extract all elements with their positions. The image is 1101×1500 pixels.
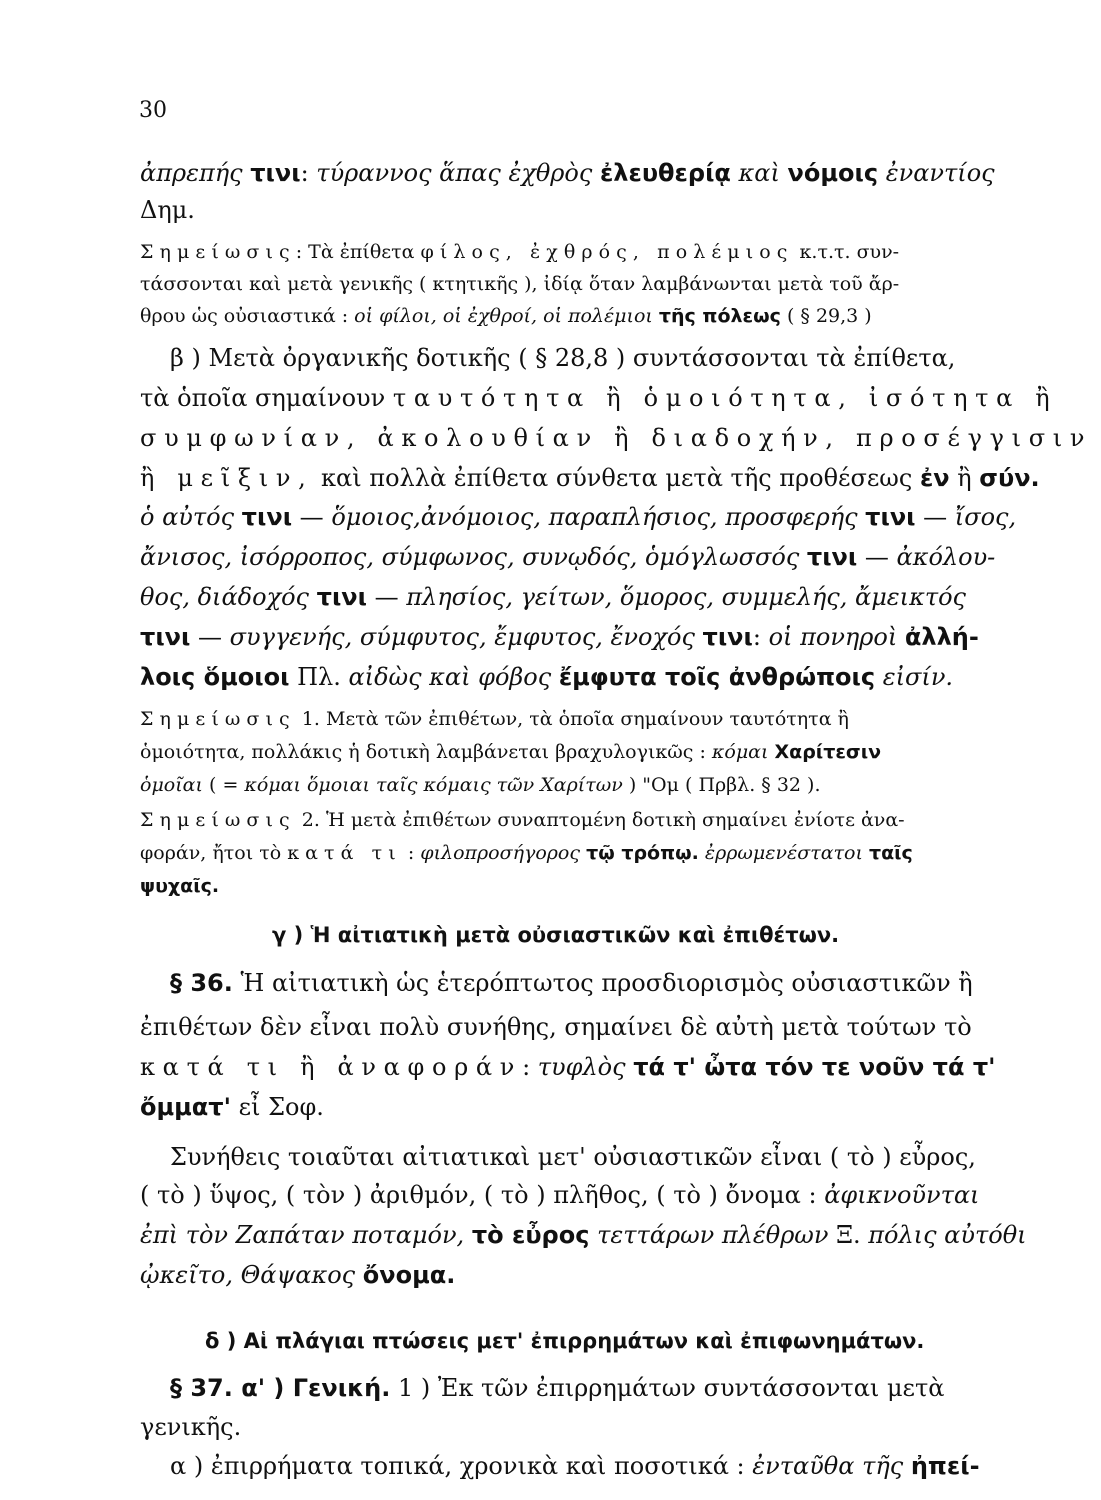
- text-run: Δημ.: [140, 196, 195, 224]
- text-run: ἀλλή-: [904, 623, 979, 651]
- text-run: § 37. α' ) Γενική.: [170, 1374, 391, 1402]
- text-run: :: [401, 842, 421, 864]
- text-run: ἠπεί-: [910, 1452, 980, 1480]
- text-line: [140, 805, 960, 835]
- text-line: [170, 1142, 990, 1172]
- text-run: ὁμοιότητα, πολλάκις ἡ δοτικὴ λαμβάνεται βραχυλογικῶς :: [140, 741, 712, 763]
- text-line: [140, 301, 960, 331]
- text-line: [140, 195, 960, 225]
- text-run: Σημείωσις: [140, 708, 296, 730]
- text-run: τινι: [702, 623, 753, 651]
- text-run: συμφωνίαν, ἀκολουθίαν ἢ διαδοχήν, προσέγγισιν: [140, 424, 1093, 452]
- text-run: κόμαι: [711, 741, 775, 763]
- text-run: ὅμοιος,ἀνόμοιος, παραπλήσιος, προσφερής: [331, 503, 866, 531]
- text-run: : Τὰ ἐπίθετα: [295, 241, 421, 263]
- text-run: τῷ τρόπῳ.: [586, 842, 699, 864]
- text-run: ἄνισος, ἰσόρροπος, σύμφωνος, συνῳδός, ὁμόγλωσσός: [140, 543, 807, 571]
- text-run: εἰσίν.: [875, 663, 954, 691]
- text-run: ( τὸ ) ὕψος, ( τὸν ) ἀριθμόν, ( τὸ ) πλῆθος, ( τὸ ) ὄνομα :: [140, 1181, 825, 1209]
- text-run: τινι: [140, 623, 191, 651]
- text-run: β ) Μετὰ ὀργανικῆς δοτικῆς ( § 28,8 ) συντάσσονται τὰ ἐπίθετα,: [170, 344, 956, 372]
- text-run: ἀφικνοῦνται: [824, 1181, 980, 1209]
- text-line: [140, 1260, 960, 1290]
- text-run: αἰδὼς καὶ φόβος: [348, 663, 559, 691]
- text-run: ταῖς: [868, 842, 913, 864]
- text-run: τινι: [250, 159, 301, 187]
- text-run: α ) ἐπιρρήματα τοπικά, χρονικὰ καὶ ποσοτικά :: [170, 1452, 753, 1480]
- text-run: ἐπὶ τὸν Ζαπάταν ποταμόν,: [140, 1221, 472, 1249]
- text-run: ( =: [202, 774, 245, 796]
- text-run: Πλ.: [289, 663, 349, 691]
- text-line: [140, 1180, 980, 1210]
- text-run: —: [857, 543, 897, 571]
- text-run: ὁ αὐτός: [140, 503, 242, 531]
- text-run: —: [292, 503, 332, 531]
- text-run: κατά τι: [287, 842, 402, 864]
- text-run: τά τ' ὦτα τόν τε νοῦν τά τ': [633, 1053, 996, 1081]
- text-run: :: [752, 623, 769, 651]
- text-run: τινι: [865, 503, 916, 531]
- text-run: τεττάρων πλέθρων: [589, 1221, 829, 1249]
- text-run: καὶ πολλὰ ἐπίθετα σύνθετα μετὰ τῆς προθέσεως: [313, 464, 920, 492]
- text-line: [140, 662, 960, 692]
- text-line: [170, 1373, 990, 1403]
- text-line: [140, 542, 996, 572]
- text-run: νόμοις: [787, 159, 879, 187]
- text-run: ἀπρεπής: [140, 159, 251, 187]
- text-run: :: [300, 159, 317, 187]
- text-run: Χαρίτεσιν: [774, 741, 882, 763]
- text-line: [140, 1220, 1027, 1250]
- text-line: [140, 423, 1093, 453]
- text-run: κόμαι ὅμοιαι ταῖς κόμαις τῶν Χαρίτων: [244, 774, 623, 796]
- text-run: ὁμοῖαι: [140, 774, 203, 796]
- text-line: [140, 838, 960, 868]
- text-line: [140, 1412, 960, 1442]
- text-run: ἢ: [949, 464, 980, 492]
- text-line: [140, 463, 1040, 493]
- text-run: Συνήθεις τοιαῦται αἰτιατικαὶ μετ' οὐσιαστικῶν εἶναι ( τὸ ) εὖρος,: [170, 1143, 976, 1171]
- text-run: Σημείωσις: [140, 809, 296, 831]
- text-line: [170, 968, 990, 998]
- text-run: 1. Μετὰ τῶν ἐπιθέτων, τὰ ὁποῖα σημαίνουν ταυτότητα ἢ: [295, 708, 849, 730]
- text-run: —: [190, 623, 230, 651]
- text-run: φιλοπροσήγορος: [420, 842, 587, 864]
- text-run: τινι: [241, 503, 293, 531]
- text-run: σύν.: [979, 464, 1040, 492]
- text-run: γενικῆς.: [140, 1413, 242, 1441]
- text-run: 2. Ἡ μετὰ ἐπιθέτων συναπτομένη δοτικὴ σημαίνει ἐνίοτε ἀνα-: [295, 809, 905, 831]
- text-run: ψυχαῖς.: [140, 875, 220, 897]
- text-run: ὄμματ': [140, 1093, 231, 1121]
- text-line: [170, 1451, 990, 1481]
- text-run: —: [367, 583, 407, 611]
- text-run: τὰ ὁποῖα σημαίνουν: [140, 384, 393, 412]
- text-run: ἢ μεῖξιν,: [140, 464, 314, 492]
- text-run: τυφλὸς: [537, 1053, 634, 1081]
- text-run: τῆς πόλεως: [658, 305, 781, 327]
- text-line: [272, 920, 1092, 950]
- text-run: § 36.: [170, 969, 233, 997]
- text-run: ἐρρωμενέστατοι: [698, 842, 869, 864]
- text-line: [140, 502, 1017, 532]
- text-run: ἔμφυτα τοῖς ἀνθρώποις: [558, 663, 876, 691]
- text-run: συγγενής, σύμφυτος, ἔμφυτος, ἔνοχός: [229, 623, 703, 651]
- text-run: Σημείωσις: [140, 241, 296, 263]
- text-run: Ἡ αἰτιατικὴ ὡς ἑτερόπτωτος προσδιορισμὸς οὐσιαστικῶν ἢ: [232, 969, 973, 997]
- text-run: οἱ φίλοι, οἱ ἐχθροί, οἱ πολέμιοι: [354, 305, 659, 327]
- text-run: ᾠκεῖτο, Θάψακος: [140, 1261, 363, 1289]
- text-run: ἐπιθέτων δὲν εἶναι πολὺ συνήθης, σημαίνει δὲ αὐτὴ μετὰ τούτων τὸ: [140, 1013, 972, 1041]
- text-line: [140, 237, 960, 267]
- text-run: τὸ εὖρος: [471, 1221, 590, 1249]
- text-run: λοις ὅμοιοι: [140, 663, 290, 691]
- text-run: Ξ.: [828, 1221, 869, 1249]
- text-run: γ ) Ἡ αἰτιατικὴ μετὰ οὐσιαστικῶν καὶ ἐπιθέτων.: [272, 923, 840, 947]
- text-run: ἐνταῦθα τῆς: [752, 1452, 911, 1480]
- text-line: [140, 1012, 972, 1042]
- text-run: τινι: [316, 583, 367, 611]
- text-run: ) "Ομ ( Πρβλ. § 32 ).: [622, 774, 821, 796]
- text-line: [140, 582, 966, 612]
- text-run: θρου ὡς οὐσιαστικά :: [140, 305, 355, 327]
- page-number: 30: [139, 98, 167, 123]
- text-run: ὄνομα.: [362, 1261, 456, 1289]
- text-run: τάσσονται καὶ μετὰ γενικῆς ( κτητικῆς ), ἰδίᾳ ὅταν λαμβάνωνται μετὰ τοῦ ἄρ-: [140, 273, 900, 295]
- text-run: ἴσος,: [954, 503, 1017, 531]
- text-line: [140, 770, 960, 800]
- text-run: καὶ: [730, 159, 788, 187]
- text-run: ἐναντίος: [878, 159, 995, 187]
- text-run: 1 ) Ἐκ τῶν ἐπιρρημάτων συντάσσονται μετὰ: [390, 1374, 945, 1402]
- text-run: φίλος, ἐχθρός, πολέμιος: [420, 241, 794, 263]
- text-run: :: [522, 1053, 538, 1081]
- text-run: τινι: [806, 543, 858, 571]
- text-line: [170, 343, 990, 373]
- text-run: ( § 29,3 ): [780, 305, 872, 327]
- text-run: φοράν, ἤτοι τὸ: [140, 842, 288, 864]
- text-run: —: [915, 503, 955, 531]
- text-run: ἐν: [919, 464, 950, 492]
- text-line: [205, 1326, 1025, 1356]
- text-line: [140, 704, 960, 734]
- text-run: ταυτότητα ἢ ὁμοιότητα, ἰσότητα ἢ: [392, 384, 1058, 412]
- text-run: κ.τ.τ. συν-: [793, 241, 900, 263]
- text-run: οἱ πονηροὶ: [768, 623, 905, 651]
- text-line: [140, 1052, 996, 1082]
- text-line: [140, 383, 1058, 413]
- text-run: δ ) Αἱ πλάγιαι πτώσεις μετ' ἐπιρρημάτων καὶ ἐπιφωνημάτων.: [205, 1329, 925, 1353]
- text-run: εἶ Σοφ.: [230, 1093, 324, 1121]
- text-line: [140, 737, 960, 767]
- text-run: πόλις αὐτόθι: [868, 1221, 1027, 1249]
- text-run: θος, διάδοχός: [140, 583, 317, 611]
- text-line: [140, 269, 960, 299]
- text-run: κατά τι ἢ ἀναφοράν: [140, 1053, 523, 1081]
- text-line: [140, 622, 979, 652]
- text-run: τύραννος ἅπας ἐχθρὸς: [316, 159, 600, 187]
- text-run: ἀκόλου-: [896, 543, 996, 571]
- text-line: [140, 871, 960, 901]
- text-line: [140, 158, 995, 188]
- text-run: πλησίος, γείτων, ὅμορος, συμμελής, ἄμεικτός: [406, 583, 966, 611]
- text-run: ἐλευθερίᾳ: [599, 159, 731, 187]
- text-line: [140, 1092, 960, 1122]
